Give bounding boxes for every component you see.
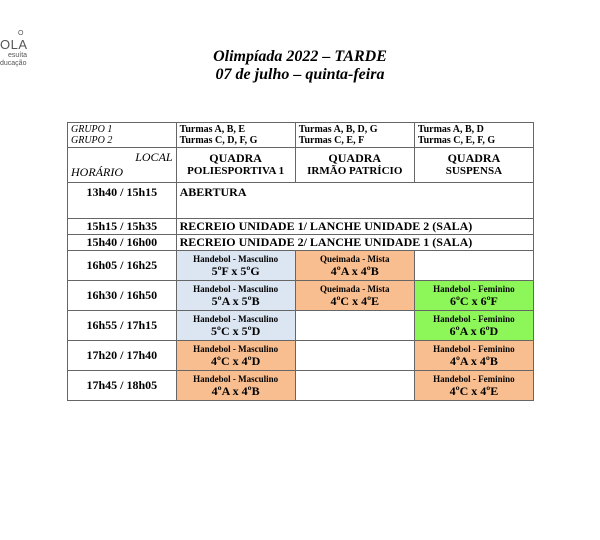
- horario-label: HORÁRIO: [71, 165, 123, 179]
- table-row: [68, 341, 534, 371]
- time-cell: 16h55 / 17h15: [68, 311, 177, 341]
- group-header-row: [68, 123, 534, 148]
- sport-label: Handebol - Feminino: [433, 373, 515, 384]
- game-cell: [176, 311, 295, 341]
- table-row: [68, 311, 534, 341]
- sport-label: Handebol - Feminino: [433, 343, 515, 354]
- sport-label: Handebol - Masculino: [193, 343, 279, 354]
- turmas-g2: Turmas C, D, F, G: [179, 135, 258, 146]
- sport-label: Handebol - Masculino: [193, 313, 279, 324]
- time-cell: 13h40 / 15h15: [68, 183, 177, 219]
- venue-suspensa: [414, 148, 533, 183]
- logo-line-2: OLA: [0, 37, 28, 52]
- match-label: 4ºA x 4ºB: [330, 263, 379, 278]
- match-label: 4ºC x 4ºE: [449, 383, 499, 398]
- quadra-label: QUADRA: [328, 151, 382, 165]
- recreio1-event: RECREIO UNIDADE 1/ LANCHE UNIDADE 2 (SALA): [176, 219, 533, 235]
- grupo1-label: GRUPO 1: [71, 124, 113, 135]
- turmas-cell-poliesportiva: [176, 123, 295, 148]
- logo-line-4: ducação: [0, 60, 27, 67]
- match-label: 6ºC x 6ºF: [449, 293, 498, 308]
- match-label: 4ºC x 4ºE: [330, 293, 380, 308]
- match-label: 5ºC x 5ºD: [211, 323, 261, 338]
- match-label: 5ºF x 5ºG: [211, 263, 260, 278]
- page-subtitle: 07 de julho – quinta-feira: [215, 66, 385, 83]
- schedule-table: [67, 122, 534, 401]
- sport-label: Handebol - Feminino: [433, 313, 515, 324]
- venue-poliesportiva: [176, 148, 295, 183]
- venue-name: SUSPENSA: [445, 165, 503, 177]
- time-cell: 17h45 / 18h05: [68, 371, 177, 401]
- recreio1-row: [68, 219, 534, 235]
- sport-label: Queimada - Mista: [320, 283, 390, 294]
- group-labels-cell: [68, 123, 177, 148]
- turmas-cell-suspensa: [414, 123, 533, 148]
- quadra-label: QUADRA: [209, 151, 262, 165]
- time-cell: 15h40 / 16h00: [68, 235, 177, 251]
- venue-irmao-patricio: [295, 148, 414, 183]
- page-title: Olimpíada 2022 – TARDE: [213, 48, 387, 65]
- turmas-g1: Turmas A, B, D, G: [298, 124, 378, 135]
- local-horario-cell: [68, 148, 177, 183]
- local-header-row: [68, 148, 534, 183]
- recreio2-row: [68, 235, 534, 251]
- venue-name: POLIESPORTIVA 1: [187, 165, 285, 177]
- game-cell: [176, 341, 295, 371]
- game-cell: [414, 311, 533, 341]
- game-cell: [176, 371, 295, 401]
- sport-label: Queimada - Mista: [320, 253, 390, 264]
- sport-label: Handebol - Masculino: [193, 253, 279, 264]
- turmas-g2: Turmas C, E, F: [298, 135, 365, 146]
- game-cell: [295, 281, 414, 311]
- local-label: LOCAL: [135, 150, 173, 164]
- game-cell: [176, 281, 295, 311]
- abertura-event: ABERTURA: [176, 183, 533, 219]
- match-label: 4ºA x 4ºB: [211, 383, 260, 398]
- match-label: 4ºA x 4ºB: [449, 353, 498, 368]
- table-row: [68, 251, 534, 281]
- turmas-g1: Turmas A, B, D: [417, 124, 484, 135]
- time-cell: 16h30 / 16h50: [68, 281, 177, 311]
- time-cell: 17h20 / 17h40: [68, 341, 177, 371]
- abertura-row: [68, 183, 534, 219]
- empty-cell: [414, 251, 533, 281]
- turmas-g2: Turmas C, E, F, G: [417, 135, 496, 146]
- game-cell: [414, 371, 533, 401]
- game-cell: [414, 341, 533, 371]
- empty-cell: [295, 311, 414, 341]
- turmas-cell-irmao-patricio: [295, 123, 414, 148]
- empty-cell: [295, 341, 414, 371]
- sport-label: Handebol - Feminino: [433, 283, 515, 294]
- recreio2-event: RECREIO UNIDADE 2/ LANCHE UNIDADE 1 (SALA): [176, 235, 533, 251]
- quadra-label: QUADRA: [447, 151, 501, 165]
- game-cell: [414, 281, 533, 311]
- match-label: 6ºA x 6ºD: [449, 323, 499, 338]
- match-label: 4ºC x 4ºD: [211, 353, 261, 368]
- sport-label: Handebol - Masculino: [193, 283, 279, 294]
- grupo2-label: GRUPO 2: [71, 135, 113, 146]
- game-cell: [176, 251, 295, 281]
- turmas-g1: Turmas A, B, E: [179, 124, 246, 135]
- empty-cell: [295, 371, 414, 401]
- game-cell: [295, 251, 414, 281]
- table-row: [68, 371, 534, 401]
- time-cell: 15h15 / 15h35: [68, 219, 177, 235]
- logo-line-3: esuíta: [8, 52, 28, 59]
- venue-name: IRMÃO PATRÍCIO: [307, 165, 403, 177]
- sport-label: Handebol - Masculino: [193, 373, 279, 384]
- table-row: [68, 281, 534, 311]
- match-label: 5ºA x 5ºB: [211, 293, 260, 308]
- logo-line-1: O: [18, 30, 24, 37]
- time-cell: 16h05 / 16h25: [68, 251, 177, 281]
